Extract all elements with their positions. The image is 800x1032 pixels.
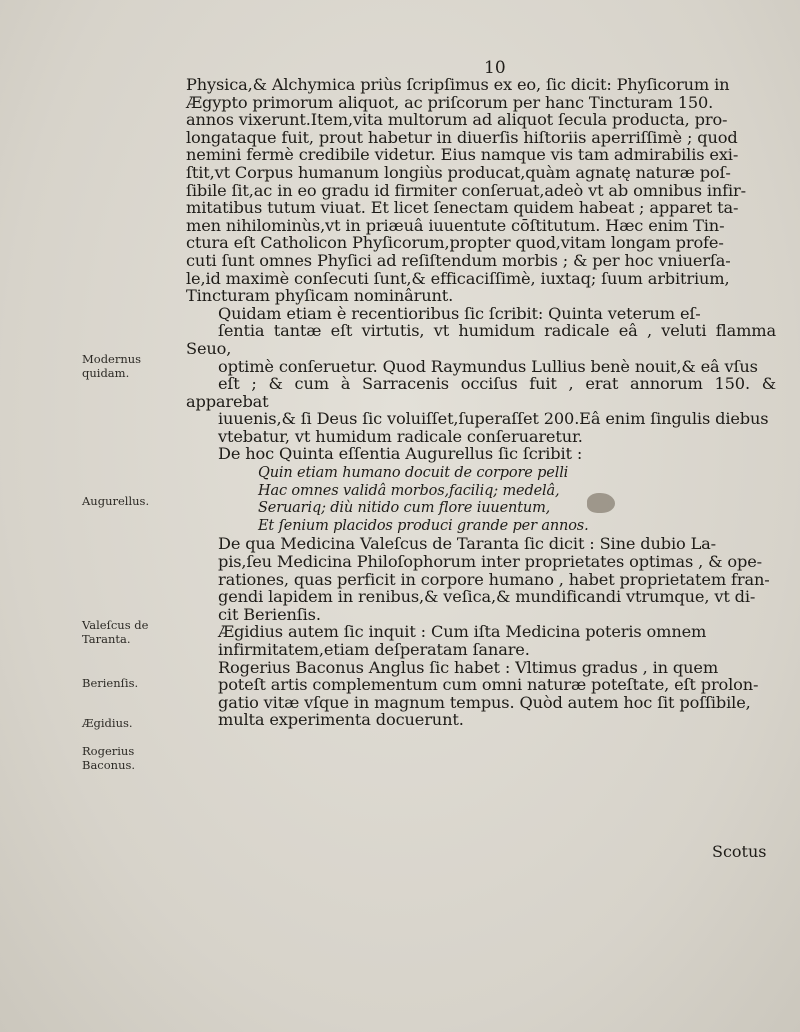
text-line: gatio vitæ vſque in magnum tempus. Quòd autem hoc ſit poſſibile, <box>218 692 751 712</box>
verse-line: Seruariq; diù nitido cum flore iuuentum, <box>258 500 551 517</box>
verse-line: Hac omnes validâ morbos,faciliq; medelâ, <box>258 482 560 499</box>
text-line: Rogerius Baconus Anglus ſic habet : Vltimus gradus , in quem <box>218 657 719 677</box>
paragraph-quidam <box>186 305 776 446</box>
text-line: De hoc Quinta eſſentia Augurellus ſic ſcribit : <box>218 444 583 464</box>
margin-note-valescus: Valeſcus de Taranta. <box>82 618 149 646</box>
text-line: cuti ſunt omnes Phyſici ad reſiſtendum morbis ; & per hoc vniuerſa- <box>186 250 731 270</box>
text-line: multa experimenta docuerunt. <box>218 710 464 730</box>
paragraph-aegidius <box>186 623 776 658</box>
margin-note-rogerius: Rogerius Baconus. <box>82 744 136 772</box>
text-line: ſtit,vt Corpus humanum longiùs producat,quàm agnatę naturæ poſ- <box>186 162 731 182</box>
margin-note-augurellus: Augurellus. <box>82 494 150 508</box>
augurellus-verse <box>258 465 776 535</box>
margin-note-modernus: Modernus quidam. <box>82 352 142 380</box>
text-line: De qua Medicina Valeſcus de Taranta ſic dicit : Sine dubio La- <box>218 534 717 554</box>
text-line: Tincturam phyſicam nominârunt. <box>186 286 454 306</box>
text-line: poteſt artis complementum cum omni naturæ poteſtate, eſt prolon- <box>218 675 759 695</box>
margin-note-aegidius: Ægidius. <box>82 716 133 730</box>
text-line: infirmitatem,etiam deſperatam ſanare. <box>218 640 530 659</box>
paragraph-rogerius <box>186 659 776 729</box>
text-line: eſt ; & cum à Sarracenis occiſus fuit , erat annorum 150. & apparebat <box>186 374 776 411</box>
text-line: le,id maximè conſecuti ſunt,& efficaciſſimè, iuxtaq; ſuum arbitrium, <box>186 268 730 288</box>
verse-line: Et ſenium placidos produci grande per annos. <box>258 517 589 534</box>
text-line: nemini fermè credibile videtur. Eius namque vis tam admirabilis exi- <box>186 145 739 165</box>
text-line: annos vixerunt.Item,vita multorum ad aliquot ſecula producta, pro- <box>186 110 728 130</box>
text-line: mitatibus tutum viuat. Et licet ſenectam quidem habeat ; apparet ta- <box>186 198 739 218</box>
text-line: Physica,& Alchymica priùs ſcripſimus ex eo, ſic dicit: Phyſicorum in <box>186 75 730 94</box>
margin-note-beriensis: Berienſis. <box>82 676 139 690</box>
text-line: ſibile ſit,ac in eo gradu id firmiter conſeruat,adeò vt ab omnibus infir- <box>186 180 746 200</box>
text-line: gendi lapidem in renibus,& veſica,& mundificandi vtrumque, vt di- <box>218 587 756 607</box>
text-line: longataque fuit, prout habetur in diuerſis hiſtoriis aperriſſimè ; quod <box>186 127 738 147</box>
verse-line: Quin etiam humano docuit de corpore pelli <box>258 465 569 482</box>
text-line: men nihilominùs,vt in priæuâ iuuentute cōſtitutum. Hæc enim Tin- <box>186 215 725 235</box>
main-text <box>186 76 776 729</box>
text-line: optimè conſeruetur. Quod Raymundus Lullius benè nouit,& eâ vſus <box>218 356 758 376</box>
text-line: pis,ſeu Medicina Philoſophorum inter proprietates optimas , & ope- <box>218 552 762 572</box>
text-line: Ægidius autem ſic inquit : Cum iſta Medicina poteris omnem <box>218 622 707 642</box>
paragraph-alchymica <box>186 76 776 305</box>
catchword: Scotus <box>712 842 767 861</box>
text-line: Ægypto primorum aliquot, ac priſcorum per hanc Tincturam 150. <box>186 92 714 112</box>
text-line: cit Berienſis. <box>218 604 321 624</box>
ink-stain <box>587 493 615 513</box>
text-line: ctura eſt Catholicon Phyſicorum,propter quod,vitam longam profe- <box>186 233 724 253</box>
page-number: 10 <box>484 58 506 78</box>
paragraph-augurellus-intro <box>186 445 776 463</box>
text-line: ſentia tantæ eſt virtutis, vt humidum radicale eâ , veluti flamma Seuo, <box>186 321 776 358</box>
text-line: vtebatur, vt humidum radicale conſeruaretur. <box>218 426 583 446</box>
paragraph-valescus <box>186 535 776 623</box>
text-line: iuuenis,& ſi Deus ſic voluiſſet,ſuperaſſet 200.Eâ enim ſingulis diebus <box>218 409 769 429</box>
text-line: rationes, quas perficit in corpore humano , habet proprietatem fran- <box>218 569 770 589</box>
text-line: Quidam etiam è recentioribus ſic ſcribit: Quinta veterum eſ- <box>218 303 701 323</box>
